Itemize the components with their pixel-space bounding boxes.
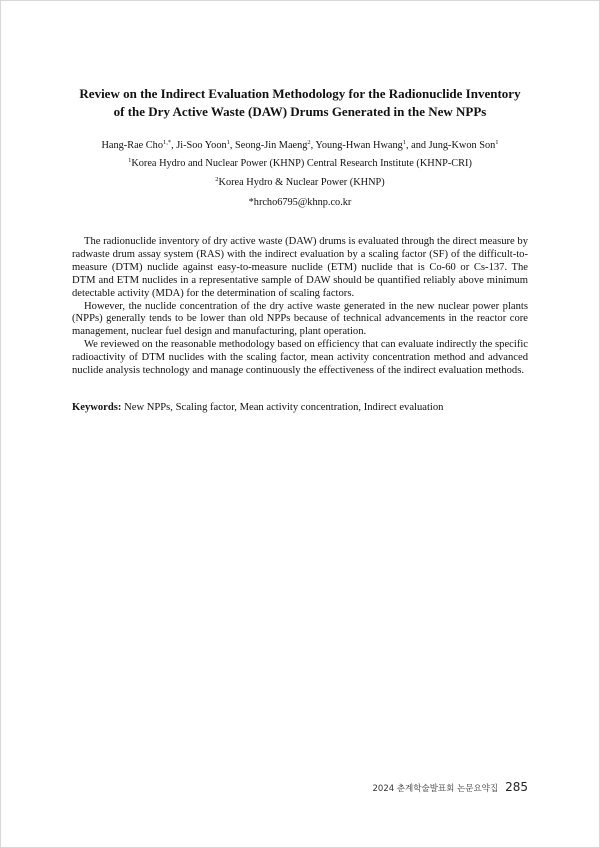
page-number: 285: [505, 780, 528, 794]
keywords: [72, 401, 528, 414]
author-affiliation-marker: 1,*: [162, 139, 172, 146]
author-name: Hang-Rae Cho: [101, 140, 163, 151]
keywords-text: New NPPs, Scaling factor, Mean activity concentration, Indirect evaluation: [124, 402, 444, 413]
affiliation-2-marker: 2: [215, 176, 219, 183]
author-affiliation-marker: 1: [402, 139, 407, 146]
author-list: [40, 139, 560, 152]
corresponding-email: *hrcho6795@khnp.co.kr: [248, 197, 352, 208]
affiliation-1-marker: 1: [128, 157, 132, 164]
page-footer: [373, 780, 528, 794]
author-name: Jung-Kwon Son: [428, 140, 496, 151]
proceedings-title: 2024 춘계학술발표회 논문요약집: [372, 784, 499, 794]
affiliation-2: [40, 176, 560, 189]
title-line-1: Review on the Indirect Evaluation Methodology for the Radionuclide Inventory: [79, 86, 521, 101]
author-affiliation-marker: 1: [226, 139, 230, 146]
abstract-paragraph-1: The radionuclide inventory of dry active waste (DAW) drums is evaluated through the direct measure by radwaste drum assay system (RAS) with the indirect evaluation by a scaling factor (SF) of the difficult-to-measure (DTM) nuclide against easy-to-measure nuclide (ETM) nuclide that is Co-60 or Cs-137. The DTM and ETM nuclides in a representative sample of DAW should be quantified reliably above minimum detectable activity (MDA) for the determination of scaling factors.: [72, 236, 528, 299]
title-line-2: of the Dry Active Waste (DAW) Drums Generated in the New NPPs: [113, 104, 487, 119]
abstract-paragraph-3: We reviewed on the reasonable methodology based on efficiency that can evaluate indirectly the specific radioactivity of DTM nuclides with the scaling factor, mean activity concentration method and advanced nuclide analysis technology and manage continuously the effectiveness of the indirect evaluation methods.: [72, 339, 528, 377]
author-separator: , and: [406, 140, 429, 151]
paper-title: [60, 85, 540, 121]
keywords-label: Keywords:: [72, 402, 122, 413]
author-separator: ,: [229, 140, 236, 151]
affiliation-1-text: Korea Hydro and Nuclear Power (KHNP) Central Research Institute (KHNP-CRI): [131, 158, 472, 169]
abstract-paragraph-2: However, the nuclide concentration of the dry active waste generated in the new nuclear power plants (NPPs) generally tends to be lower than old NPPs because of technical advancements in the reactor core management, nuclear fuel design and manufacturing, plant operation.: [72, 300, 528, 338]
author-name: Ji-Soo Yoon: [176, 140, 227, 151]
affiliation-1: [40, 157, 560, 170]
affiliation-2-text: Korea Hydro & Nuclear Power (KHNP): [218, 177, 385, 188]
author-name: Seong-Jin Maeng: [235, 140, 308, 151]
author-affiliation-marker: 2: [307, 139, 311, 146]
author-separator: ,: [171, 140, 177, 151]
author-separator: ,: [310, 140, 316, 151]
author-name: Young-Hwan Hwang: [315, 140, 403, 151]
author-affiliation-marker: 1: [495, 139, 499, 146]
abstract: [72, 236, 528, 378]
